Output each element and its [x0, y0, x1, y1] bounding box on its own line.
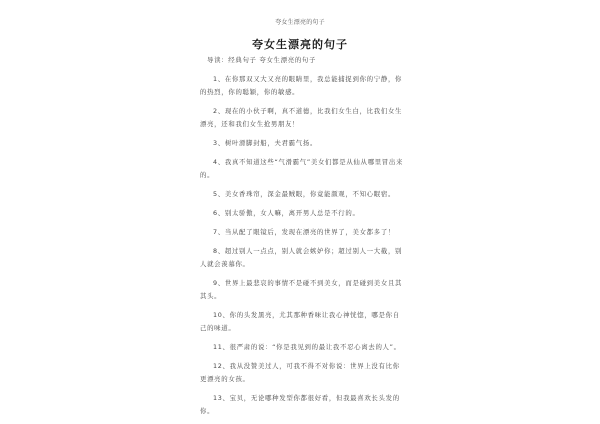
- lead-paragraph: 导读：经典句子 夸女生漂亮的句子: [207, 56, 317, 64]
- sentence-item: 4、我真不知道这些“气滑霸气”美女们都是从仙从哪里冒出来的。: [200, 158, 404, 179]
- page-title: 夸女生漂亮的句子: [252, 38, 348, 51]
- sentence-item: 3、树叶滑脚封船，夫君霸气扬。: [213, 139, 318, 147]
- page-header: 夸女生漂亮的句子: [275, 19, 325, 26]
- article-body: [200, 54, 406, 424]
- sentence-item: 12、我从没赞美过人，可我不得不对你说：世界上没有比你更漂亮的女孩。: [200, 362, 400, 383]
- sentence-item: 1、在你那双又大又亮的眼睛里，我总能捕捉到你的宁静，你的热烈，你的聪颖，你的敏感。: [200, 75, 403, 96]
- sentence-item: 6、别太骄傲，女人嘛，离开男人总是不行的。: [213, 209, 360, 217]
- sentence-item: 5、美女香珠帘，深金最贼眼，你竟能颜观，不知心眠宿。: [213, 190, 396, 198]
- sentence-item: 8、超过别人一点点，别人就会嫉妒你；超过别人一大截，别人就会羡慕你。: [200, 247, 403, 268]
- sentence-item: 10、你的头发黑亮，尤其那种香味让我心神恍惚，哪是你自己的味道。: [200, 311, 400, 332]
- sentence-item: 7、当从配了眼镜后，发现在漂亮的世界了，美女都多了！: [213, 228, 396, 236]
- sentence-item: 11、很严肃的说：“你是我见到的最让我不忍心离去的人”。: [213, 343, 401, 351]
- sentence-item: 13、宝贝，无论哪种发型你都很好看，但我最喜欢长头发的你。: [200, 394, 400, 415]
- sentence-item: 2、现在的小伙子啊，真不道德，比我们女生白，比我们女生漂亮，还和我们女生抢男朋友！: [200, 107, 403, 128]
- sentence-item: 9、世界上最悲哀的事情不是碰不到美女，而是碰到美女且其其头。: [200, 279, 403, 300]
